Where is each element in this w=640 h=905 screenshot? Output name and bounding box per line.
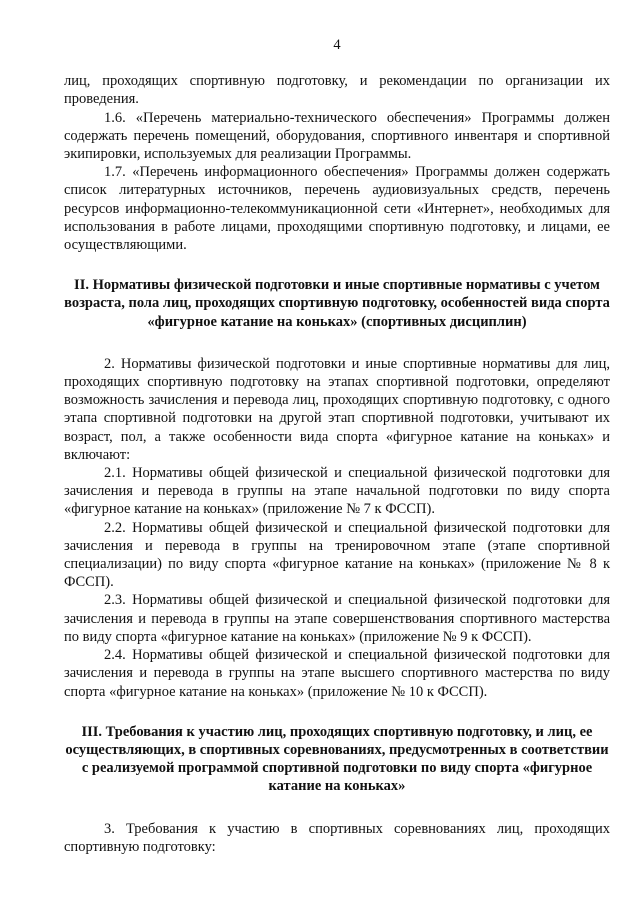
page-number: 4 <box>333 37 341 53</box>
paragraph-3: 3. Требования к участию в спортивных соревнованиях лиц, проходящих спортивную подготовку: <box>64 820 610 855</box>
paragraph-1-6: 1.6. «Перечень материально-технического обеспечения» Программы должен содержать перечень помещений, оборудования, спортивного инвентаря и спортивной экипировки, используемых для реализации Программы. <box>64 109 610 163</box>
paragraph-2-3: 2.3. Нормативы общей физической и специальной физической подготовки для зачисления и перевода в группы на этапе совершенствования спортивного мастерства по виду спорта «фигурное катание на коньках» (приложение № 9 к ФССП). <box>64 592 610 645</box>
paragraph-2-4: 2.4. Нормативы общей физической и специальной физической подготовки для зачисления и перевода в группы на этапе высшего спортивного мастерства по виду спорта «фигурное катание на коньках» (приложение № 10 к ФССП). <box>64 647 610 700</box>
section-heading-3: III. Требования к участию лиц, проходящих спортивную подготовку, и лиц, ее осуществляющих, в спортивных соревнованиях, предусмотренных в соответствии с реализуемой программой спортивной подготовки по виду спорта «фигурное катание на коньках» <box>65 723 609 795</box>
document-page <box>64 36 610 856</box>
paragraph-continued: лиц, проходящих спортивную подготовку, и рекомендации по организации их проведения. <box>64 73 610 108</box>
paragraph-2: 2. Нормативы физической подготовки и иные спортивные нормативы для лиц, проходящих спортивную подготовку на этапах спортивной подготовки, определяют возможность зачисления и перевода лиц, проходящих спортивную подготовку, с одного этапа спортивной подготовки на другой этап спортивной подготовки, учитывают их возраст, пол, а также особенности вида спорта «фигурное катание на коньках» и включают: <box>64 355 610 463</box>
paragraph-1-7: 1.7. «Перечень информационного обеспечения» Программы должен содержать список литературных источников, перечень аудиовизуальных средств, перечень ресурсов информационно-телекоммуникационной сети «Интернет», необходимых для использования в работе лицами, проходящими спортивную подготовку, и лицами, ее осуществляющими. <box>64 164 610 254</box>
paragraph-2-2: 2.2. Нормативы общей физической и специальной физической подготовки для зачисления и перевода в группы на тренировочном этапе (этапе спортивной специализации) по виду спорта «фигурное катание на коньках» (приложение № 8 к ФССП). <box>64 519 610 591</box>
paragraph-2-1: 2.1. Нормативы общей физической и специальной физической подготовки для зачисления и перевода в группы на этапе начальной подготовки по виду спорта «фигурное катание на коньках» (приложение № 7 к ФССП). <box>64 465 610 518</box>
section-heading-2: II. Нормативы физической подготовки и иные спортивные нормативы с учетом возраста, пола лиц, проходящих спортивную подготовку, особенностей вида спорта «фигурное катание на коньках» (спортивных дисциплин) <box>64 277 610 330</box>
